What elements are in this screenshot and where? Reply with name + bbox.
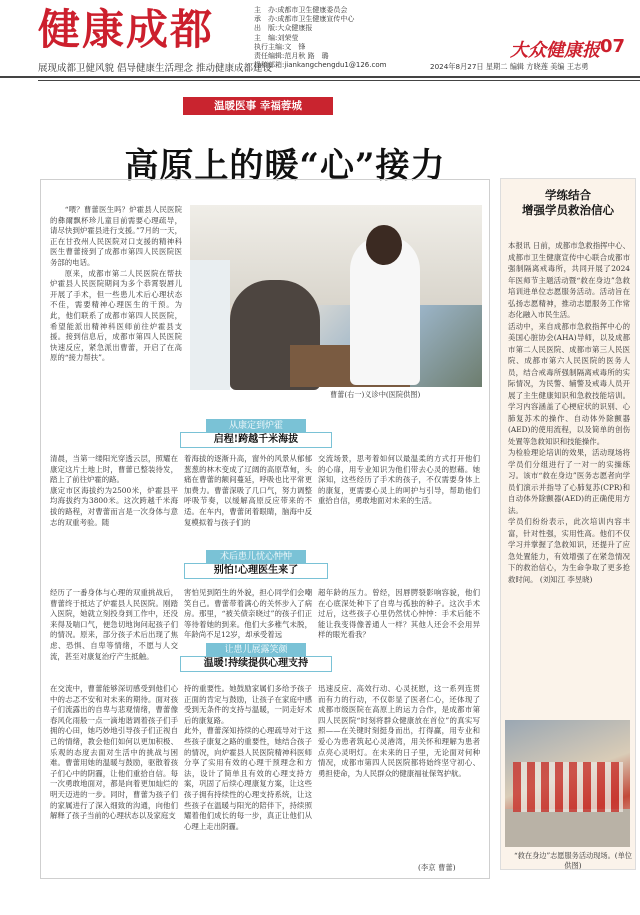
section-tag: 术后患儿忧心忡忡 (206, 550, 306, 564)
meta-line: 执行主编:文 锋 (254, 42, 306, 51)
section-column: 害怕见到陌生的外貌，担心同学们会嘲笑自己。曹蕾带着满心的关怀步入了病房。那里，“被关债亲晓过”的孩子们正等待着她的到来。他们大多稚气未脱，年龄尚不足12岁，却承受着远 (184, 588, 312, 640)
meta-line: 主 办:成都市卫生健康委员会 (254, 6, 348, 14)
meta-line: 主 编:刘荣莹 (254, 33, 299, 42)
section-column: 在交流中，曹蕾能够深切感受到他们心中的忐忑不安和对未来的期待。面对孩子们流露出的自卑与悲观情绪，曹蕾像春风化雨般一点一滴地谐调着孩子们手拥的心田，她巧妙地引导孩子们正视自己的情绪，教会他们如何以更加积极、乐观的态度去面对生活中的挑战与困难。曹蕾用她的温暖与鼓励，驱散着孩子们心中的阴霾，让他们重拾自信。每一次勇敢地面对，都是向着更加灿烂的明天迈进的一步。同时，曹蕾为孩子们的家属进行了深入细致的沟通，向他们解释了孩子当前的心理状态以及家庭支 (50, 684, 178, 821)
lead-text (50, 205, 182, 364)
section-heading: 别怕!心理医生来了 (184, 563, 328, 579)
dateline: 2024年8月27日 星期二 编辑 方晓莲 美编 王志勇 (430, 62, 589, 71)
main-photo-caption: 曹蕾(右一)义诊中(医院供图) (330, 390, 421, 399)
newspaper-brand: 大众健康报 (510, 40, 600, 61)
main-photo (190, 205, 482, 387)
page-number: 07 (600, 36, 626, 57)
top-rule (0, 76, 640, 78)
sidebar-photo-caption: “救在身边”志愿服务活动现场。(单位供图) (514, 851, 632, 870)
section-heading: 温暖!持续提供心理支持 (180, 656, 332, 672)
section-tag: 从康定到炉霍 (206, 419, 306, 433)
masthead-meta (254, 6, 386, 70)
section-column: 经历了一番身体与心理的双重挑战后，曹蕾终于抵达了炉霍县人民医院。刚踏入医院，她就立刻投身到工作中，还没来得及喘口气，便急切地询问起孩子们的情况。原来，部分孩子术后出现了焦虑、恐惧、自卑等情绪，不愿与人交流，甚至对康复治疗产生抵触。 (50, 588, 178, 661)
section-column: 超年龄的压力。曾经，因唇腭裂影响容貌，他们在心底深处种下了自卑与孤独的种子。这次手术过后，这些孩子心里仍然忧心忡忡：手术后能不能让我变得像普通人一样？其他人还会不会用异样的眼光看我？ (318, 588, 480, 640)
lead-paragraph: “喂？曹蕾医生吗？炉霍县人民医院的彝爾飘杯珍儿童目前需要心理疏导，请尽快到炉霍县进行支援。”7月的一天，正在甘孜州人民医院对口支援的精神科医生曹蕾接到了成都市第四人民医院医务部的电话。 (50, 205, 182, 267)
section-column: 迅速反应、高效行动、心灵抚慰，这一系列连贯而有力的行动，不仅彰显了医者仁心，还体现了成都市级医院在高原上的运力合作，是成都市第四人民医院“时刻将群众健康放在首位”的真实写照——在关键时刻挺身而出，打得赢，用专业和爱心为患者筑起心灵港湾，用关怀和理解为患者点亮心灵明灯。在未来的日子里，无论面对何种情况，成都市第四人民医院都将始终坚守初心、勇担使命，为人民群众的健康福祉保驾护航。 (318, 684, 480, 778)
article-headline: 高原上的暖“心”接力 (124, 146, 446, 186)
section-column: 交流场景，思考着如何以最温柔的方式打开他们的心扉，用专业知识为他们带去心灵的慰藉。她深知，这些经历了手术的孩子，不仅需要身体上的康复，更需要心灵上的呵护与引导，帮助他们重拾自信，勇敢地面对未来的生活。 (318, 454, 480, 506)
sidebar-title: 学练结合 增强学员救治信心 (522, 188, 614, 217)
sidebar-body: 本报讯 日前，成都市急救指挥中心、成都市卫生健康宣传中心联合成都市强制隔离戒毒所，共同开展了2024年医师节主题活动暨“救在身边”急救培训进单位志愿服务活动。活动旨在弘扬志愿精神，推动志愿服务工作常态化融入市民生活。 活动中，来自成都市急救指挥中心的美国心脏协会(AHA)导师，以及成都市第二人民医院、成都市第三人民医院、成都市第六人民医院的医务人员，结合戒毒所强制隔离戒毒所的实际情况，为民警、辅警及戒毒人员开展了主生健康知识和急救技能培训。学习内容涵盖了心梗症状的识别、心肺复苏术的操作、自动体外除颤器(AED)的使用流程，以及简单的创伤处置等急救知识和技能操作。 为检验理论培训的效果，活动现场将学员们分组进行了一对一的实操练习。该市“救在身边”医务志愿者向学员们演示并指导了心肺复苏(CPR)和自动体外除颤器(AED)的正确使用方法。 学员们纷纷表示，此次培训内容丰富，针对性强，实用性高。他们不仅学习并掌握了急救知识，还提升了应急处置能力，有效增强了在紧急情况下的救治信心，为生命争取了更多抢救时间。 (刘知江 李昱晓) (508, 241, 630, 584)
lead-paragraph: 原来，成都市第二人民医院在帮扶炉霍县人民医院期间为多个恭霄裂唇儿开展了手术，但一些患儿术后心理状态不佳，需要精神心理医生的干预。为此，他们联系了成都市第四人民医院，希望能派出精神科医师前往炉霍县支援。接到信息后，成都市第四人民医院快速反应，紧急派出曹蕾，开启了在高原的“接力帮扶”。 (50, 268, 182, 363)
meta-line: 投稿邮箱:jiankangchengdu1@126.com (254, 61, 387, 70)
section-heading: 启程!跨越千米海拔 (180, 432, 332, 448)
article-author: (李京 曹蕾) (418, 863, 456, 872)
masthead-slogan: 展现成都卫健风貌 倡导健康生活理念 推动健康成都建设 (38, 63, 273, 74)
section-tag: 让患儿展露笑颜 (206, 643, 306, 657)
meta-line: 责任编辑:范月秋 路 璐 (254, 52, 329, 61)
section-column: 着海拔的逐渐升高，窗外的风景从郁郁葱葱的林木变成了辽阔的高原草甸，头痛在曹蕾的额间蔓延，呼吸也比平常更加费力。曹蕾深吸了几口气，努力调整呼吸节奏，以缓解高原反应带来的不适。在车内，曹蕾闭着眼睛，脑海中反复模拟着与孩子们的 (184, 454, 312, 527)
masthead-title: 健康成都 (38, 5, 215, 54)
sub-rule (38, 80, 640, 81)
sidebar-photo (505, 720, 630, 847)
meta-line: 出 版:大众健康报 (254, 24, 313, 33)
section-column: 持的重要性。她鼓励家属们多给予孩子正面的肯定与鼓励，让孩子在家庭中感受到无条件的支持与温暖，一同走好术后的康复路。 此外，曹蕾深知持续的心理疏导对于这些孩子康复之路的重要性，她结合孩子的情况，向炉霍县人民医院精神科医师分享了实用有效的心理干预理念和方法，设计了简单且有效的心理支持方案，巩固了后续心理康复方案，让这些孩子拥有持续性的心理支持系统，让这些孩子在温暖与阳光的陪伴下，持续照耀着他们成长的每一步，真正让他们从心理上走出阴霾。 (184, 684, 312, 831)
section-column: 清晨，当第一缕阳光穿透云层，照耀在康定这片土地上时，曹蕾已整装待发，踏上了前往炉霍的路。 康定市区海拔约为2500米，炉霍县平均海拔约为3800米。这次跨越千米海拔的路程，对曹蕾而言是一次身体与意志的双重考验。随 (50, 454, 178, 527)
meta-line: 承 办:成都市卫生健康宣传中心 (254, 15, 355, 24)
section-banner: 温暖医事 幸福蓉城 (183, 97, 333, 115)
